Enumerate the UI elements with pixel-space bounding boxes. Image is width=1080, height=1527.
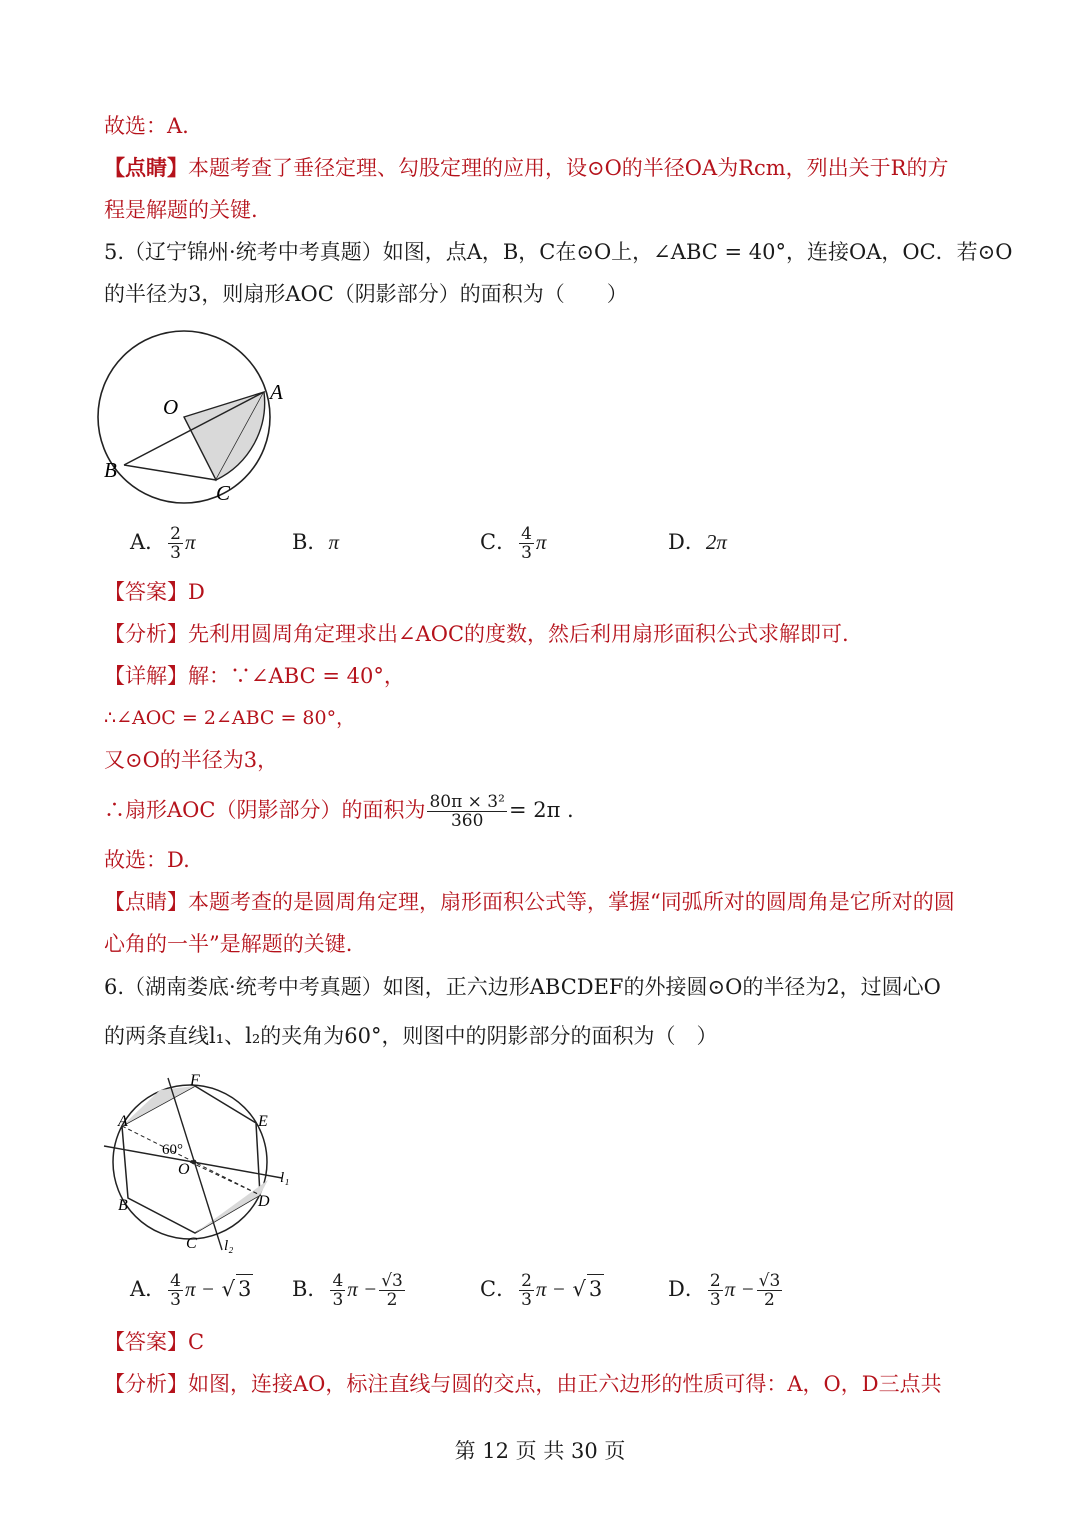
page-footer: 第 12 页 共 30 页 [454,1439,626,1463]
q5-option-c[interactable]: C． $\frac{4}{3}$ π [480,524,547,563]
fig6-label-b: B [118,1197,128,1214]
question-6-line-1: 6.（湖南娄底·统考中考真题）如图，正六边形ABCDEF的外接圆⊙O的半径为2，过圆心O [104,975,941,999]
q6-option-d[interactable]: D． $\frac{2}{3}$ π − $\frac{√3}{2}$ [668,1271,781,1310]
q5-detail-1: 【详解】解：∵∠ABC = 40°， [104,664,405,688]
figure-5-circle [96,322,296,512]
fig6-center-dot [192,1160,197,1165]
fig6-dashed-od [190,1162,260,1195]
question-6-line-2: 的两条直线l₁、l₂的夹角为60°，则图中的阴影部分的面积为（ ） [104,1024,718,1048]
fig6-label-l1: l₁ [280,1170,290,1186]
q5-detail-3: 又⊙O的半径为3， [104,748,279,772]
q5-answer: 【答案】D [104,580,205,604]
q6-answer: 【答案】C [104,1330,205,1354]
line-select-a: 故选：A. [104,114,189,138]
q5-option-b[interactable]: B．π [292,530,339,554]
q5-select: 故选：D. [104,848,190,872]
q6-option-c[interactable]: C． $\frac{2}{3}$ π − √ 3 [480,1271,603,1310]
q6-option-b[interactable]: B． $\frac{4}{3}$ π − $\frac{√3}{2}$ [292,1271,403,1310]
fig6-label-l2: l₂ [224,1238,234,1254]
line-dianjing-2: 程是解题的关键. [104,198,258,222]
q5-detail-4: ∴扇形AOC（阴影部分）的面积为 $\frac{\text{80π × 3²}}{360}$ = 2π . [104,792,574,831]
fig6-label-angle: 60° [162,1142,183,1158]
fig6-label-d: D [258,1193,270,1210]
q6-analysis: 【分析】如图，连接AO，标注直线与圆的交点，由正六边形的性质可得：A，O，D三点共 [104,1372,942,1396]
q5-dianjing-1: 【点睛】本题考查的是圆周角定理，扇形面积公式等，掌握“同弧所对的圆周角是它所对的圆 [104,890,955,914]
fig6-label-o: O [178,1161,190,1178]
q5-option-d[interactable]: D．2π [668,530,727,554]
fig6-label-a: A [118,1113,128,1130]
fig6-label-e: E [258,1113,268,1130]
fig5-label-o: O [163,395,179,419]
q6-option-a[interactable]: A． $\frac{4}{3}$ π − √ 3 [130,1271,252,1310]
fig6-label-c: C [186,1235,197,1252]
question-5-line-2: 的半径为3，则扇形AOC（阴影部分）的面积为（ ） [104,282,628,306]
question-5-line-1: 5.（辽宁锦州·统考中考真题）如图，点A，B，C在⊙O上，∠ABC = 40°，连接OA，OC．若⊙O [104,240,1013,264]
q5-dianjing-2: 心角的一半”是解题的关键. [104,932,353,956]
line-dianjing-1: 【点睛】本题考查了垂径定理、勾股定理的应用，设⊙O的半径OA为Rcm，列出关于R的方 [104,155,949,180]
q5-analysis: 【分析】先利用圆周角定理求出∠AOC的度数，然后利用扇形面积公式求解即可. [104,622,849,646]
fig5-label-c: C [216,481,231,505]
q5-detail-2: ∴∠AOC = 2∠ABC = 80°， [104,707,356,729]
fig5-line-bc [124,465,216,480]
fig5-label-a: A [270,380,283,404]
figure-6-hexagon [100,1070,300,1260]
fig6-label-f: F [190,1072,200,1089]
fig6-dashed-ad [122,1126,260,1195]
q5-option-a[interactable]: A． $\frac{2}{3}$ π [130,524,196,563]
fig5-label-b: B [104,458,117,482]
